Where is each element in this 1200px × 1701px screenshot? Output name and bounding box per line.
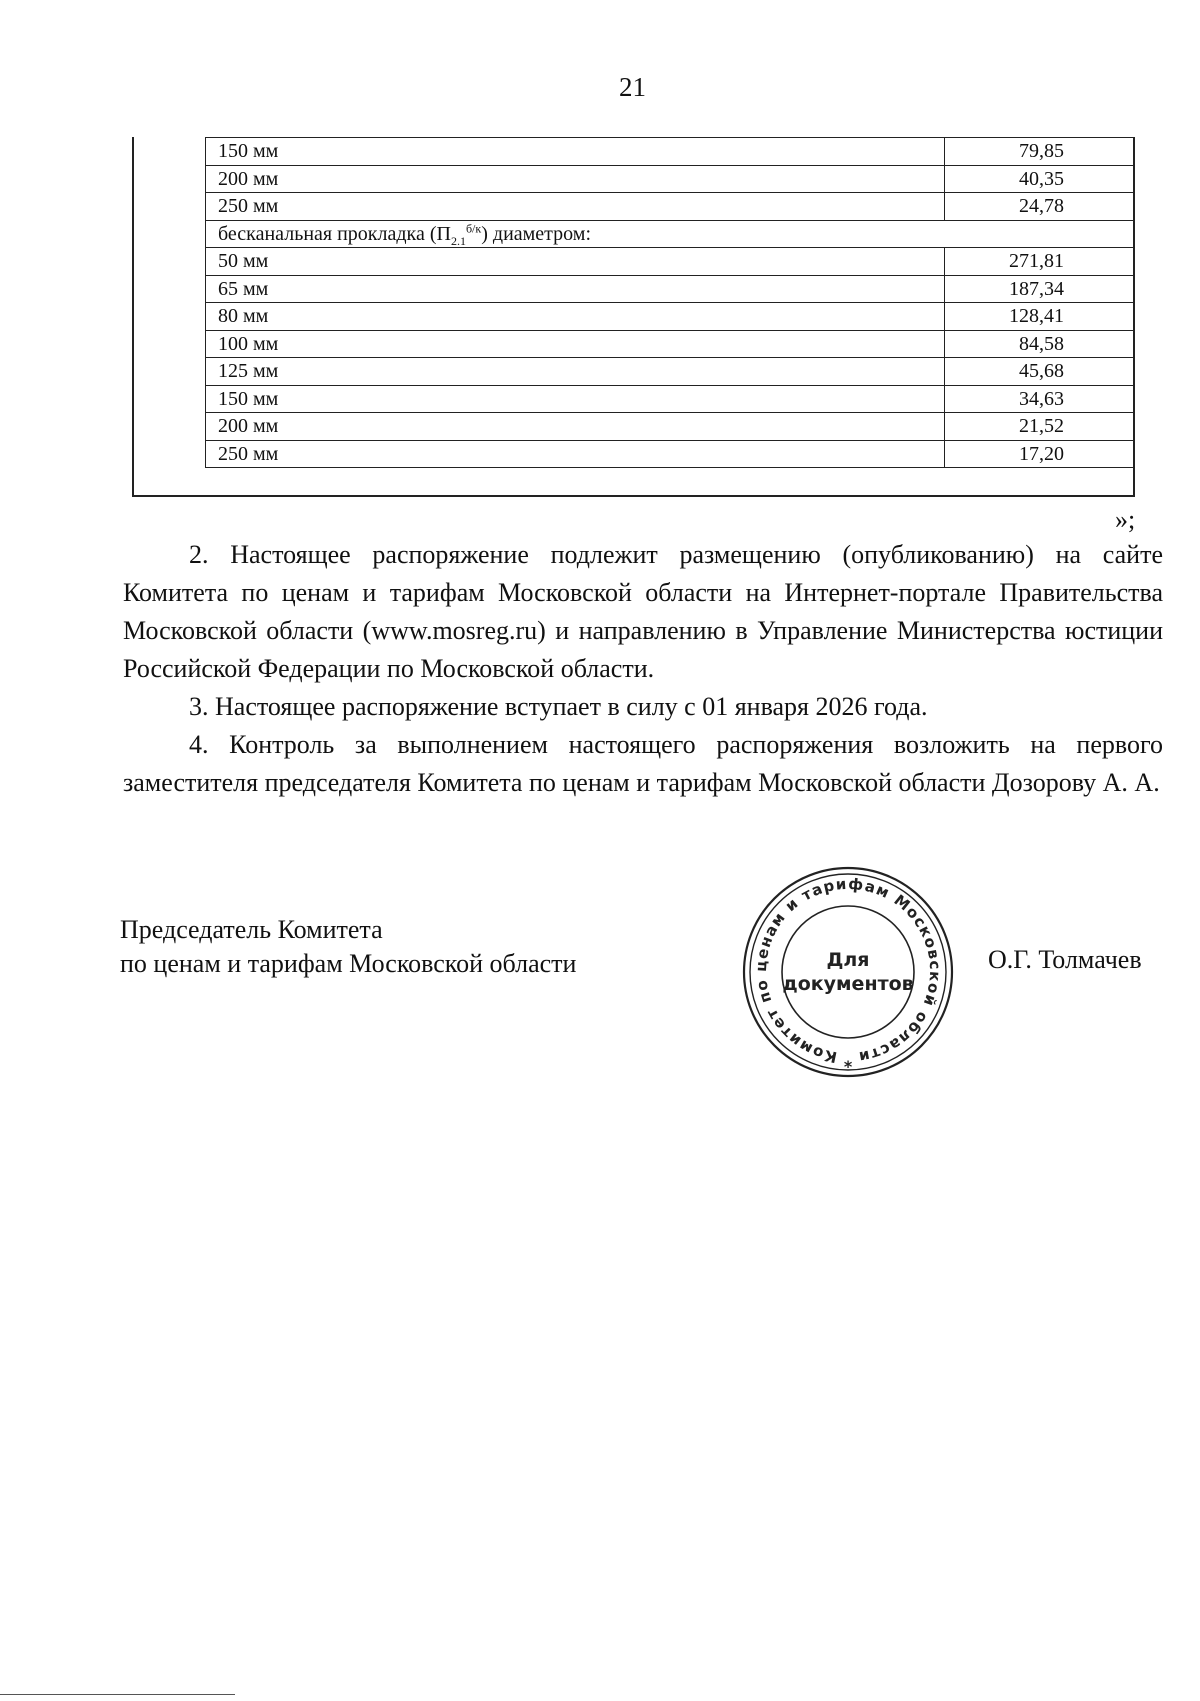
paragraph-3: 3. Настоящее распоряжение вступает в силу с 01 января 2026 года. xyxy=(189,692,928,721)
table-row xyxy=(206,275,1135,303)
value-cell: 45,68 xyxy=(945,358,1135,386)
diameter-cell: 250 мм xyxy=(206,440,945,468)
closing-quote: »; xyxy=(1115,505,1136,534)
table-row xyxy=(206,138,1135,166)
diameter-cell: 50 мм xyxy=(206,248,945,276)
section-superscript: б/к xyxy=(465,221,482,236)
value-cell: 34,63 xyxy=(945,385,1135,413)
diameter-cell: 200 мм xyxy=(206,165,945,193)
table-row xyxy=(206,358,1135,386)
value-cell: 187,34 xyxy=(945,275,1135,303)
value-cell: 17,20 xyxy=(945,440,1135,468)
value-cell: 271,81 xyxy=(945,248,1135,276)
value-cell: 79,85 xyxy=(945,138,1135,166)
signatory-position xyxy=(120,913,576,981)
diameter-cell: 200 мм xyxy=(206,413,945,441)
rates-table xyxy=(205,137,1135,468)
diameter-cell: 150 мм xyxy=(206,385,945,413)
official-seal-stamp xyxy=(733,866,963,1078)
diameter-cell: 250 мм xyxy=(206,193,945,221)
paragraph-4: 4. Контроль за выполнением настоящего распоряжения возложить на первого заместителя председателя Комитета по ценам и тарифам Московской области Дозорову А. А. xyxy=(123,730,1163,797)
body-text xyxy=(123,536,1163,802)
section-subscript: 2.1 xyxy=(450,233,466,248)
table-row xyxy=(206,330,1135,358)
table-row xyxy=(206,385,1135,413)
table-row xyxy=(206,440,1135,468)
table-row xyxy=(206,303,1135,331)
section-heading xyxy=(206,220,1135,248)
stamp-star: * xyxy=(843,1057,853,1076)
stamp-center-line-1: Для xyxy=(826,949,870,971)
diameter-cell: 80 мм xyxy=(206,303,945,331)
position-line-2: по ценам и тарифам Московской области xyxy=(120,949,577,978)
table-row xyxy=(206,248,1135,276)
value-cell: 84,58 xyxy=(945,330,1135,358)
table-row xyxy=(206,165,1135,193)
table-row xyxy=(206,193,1135,221)
table-row xyxy=(206,413,1135,441)
position-line-1: Председатель Комитета xyxy=(120,915,383,944)
signatory-name: О.Г. Толмачев xyxy=(988,945,1142,974)
value-cell: 21,52 xyxy=(945,413,1135,441)
value-cell: 128,41 xyxy=(945,303,1135,331)
page-number: 21 xyxy=(619,72,646,102)
diameter-cell: 100 мм xyxy=(206,330,945,358)
diameter-cell: 150 мм xyxy=(206,138,945,166)
stamp-center-line-2: документов xyxy=(782,973,914,995)
paragraph-2: 2. Настоящее распоряжение подлежит размещению (опубликованию) на сайте Комитета по ценам и тарифам Московской области на Интернет-портале Правительства Московской области (www.mosreg.ru) и направлению в Управление Министерства юстиции Российской Федерации по Московской области. xyxy=(123,540,1163,683)
value-cell: 40,35 xyxy=(945,165,1135,193)
section-text-before: бесканальная прокладка (П xyxy=(218,222,451,245)
diameter-cell: 65 мм xyxy=(206,275,945,303)
section-text-after: ) диаметром: xyxy=(481,222,591,245)
stamp-outer-text: Комитет по ценам и тарифам Московской области xyxy=(751,874,945,1067)
diameter-cell: 125 мм xyxy=(206,358,945,386)
section-row xyxy=(206,220,1135,248)
value-cell: 24,78 xyxy=(945,193,1135,221)
footer-rule xyxy=(0,1694,235,1695)
